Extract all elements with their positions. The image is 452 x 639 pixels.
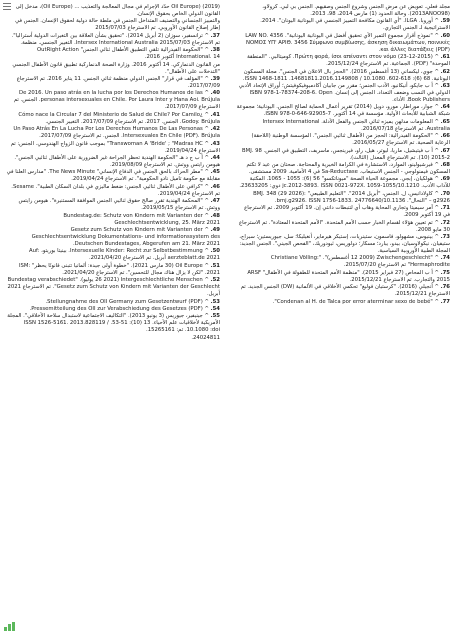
reference-text[interactable]: ^ أنجيلي (2016). "كرستيان فوليغ" تحكمي الأخلاقي في الألمانية (DW) الجنس الجديد. تم الاسترجاع 2015/12/21. bbox=[240, 284, 450, 298]
reference-entry bbox=[6, 18, 220, 32]
reference-number: 71. bbox=[440, 205, 450, 212]
reference-entry bbox=[236, 33, 450, 54]
reference-entry bbox=[6, 213, 220, 227]
reference-number: 63. bbox=[440, 83, 450, 89]
reference-text[interactable]: ^ أ ب ج د هـ "الحكومة الهندية تحظر الجراحة غير الضرورية على الأطفال ثنائيي الجنس". هيومن رايتس ووتش. تم الاسترجاع 2019/08/09. bbox=[14, 154, 220, 168]
reference-number: 64. bbox=[440, 104, 450, 111]
reference-text[interactable]: ^ فيرشيولينو، الموارد، الاستشارة في الكرامة الخيرية والمحتاجة. صحتان من عيد لا تكتم المسكون فيمنولوجي - الجنس الاستيعاب. Sa-Reductase في 4 الأمامية. 2009 مستشفى. bbox=[246, 162, 450, 176]
reference-entry bbox=[6, 155, 220, 169]
reference-text[interactable]: ^ جينيفير، جيوريس (3 يونيو 2013). "التكاليف الاجتماعية لاستبدال سلاحة الأخلاقي". المجلة الأمريكية لأخلاقيات علم الأحياء. 13 (10): 51-53. ISSN 1526-5161. 2013.828119 / 10.1080 :doi. تم: 15265161. bbox=[7, 313, 220, 334]
reference-text[interactable]: ^ المعلومات مدلهن يميزه ثنائي الجنس والفعل الأدلة. Intersex International Australia. تم الاسترجاع 2016/07/18. bbox=[262, 118, 450, 132]
reference-number: 37. bbox=[210, 32, 220, 39]
reference-entry bbox=[6, 277, 220, 298]
reference-entry bbox=[236, 284, 450, 298]
reference-number: 54. bbox=[210, 305, 220, 312]
reference-text[interactable]: ^ جوار، موراطار، مورو، دويل (2014) تقرير أعمال الحماية لصالح الجنس. اليونانية؛ مجموعة شبكة الشبابية للأبحاث الأولية. مؤسسة في 14 أكتوبر. ISBN 978-0-646-92905-7. bbox=[236, 104, 450, 118]
reference-text[interactable]: ^ Πρώτη φορά, ίσοι απέναντι στον νόμο (23-12-2015). كوميتالبي. "المنطقة الموحدة" (PDF). الجماعية. تم الاسترجاع 2015/12/24. bbox=[247, 54, 450, 68]
reference-text[interactable]: ^ "كرافي على الأطفال ثنائيي الجنس: ضغط ماليزي في بلدان السكان الطبية". Sesame. تم الاسترجاع 2019/04/24. bbox=[11, 183, 220, 197]
reference-entry bbox=[6, 198, 220, 212]
reference-number: 70. bbox=[440, 190, 450, 197]
reference-number: 42. bbox=[210, 126, 220, 133]
reference-number: 62. bbox=[440, 68, 450, 75]
reference-entry bbox=[236, 176, 450, 190]
reference-text[interactable]: ^ ترانسفير، سوزان (2 أبريل 2014). "تحقيق بشأن العلاقة بين التغيرات الدولية أستراليا". تم الاسترجاع 2015/07/03 Intersex International Australia. التغيير الجنسي. منظمة. bbox=[11, 32, 220, 46]
reference-entry bbox=[6, 299, 220, 306]
reference-number: 60. bbox=[440, 32, 450, 39]
reference-entry bbox=[6, 227, 220, 248]
reference-number: 53. bbox=[210, 298, 220, 305]
reference-entry bbox=[236, 255, 450, 269]
reference-number: 67. bbox=[440, 147, 450, 154]
reference-text[interactable]: ^ De 2016. Un paso atrás en la lucha por los Derechos Humanos de las personas intersexuales en Chile. Por Laura Inter y Hana Aoi. Brújula. الجنس. تم الاسترجاع 2017/07/09. bbox=[13, 90, 220, 111]
reference-text[interactable]: ^ "مطر الحراك بالحق الجنس في الدفاع الإنساني" The News Minute. "مدارس العلنا في مقابلة مع حكومة تاميل نادو الحكومية". تم الاسترجاع 2019/04/24. bbox=[6, 169, 220, 183]
reference-entry bbox=[236, 148, 450, 162]
reference-number: 69. bbox=[440, 176, 450, 183]
reference-entry bbox=[236, 119, 450, 133]
reference-entry bbox=[236, 69, 450, 83]
references-column-left bbox=[6, 4, 220, 616]
reference-text[interactable]: Oil Europe) (2019) حدّد الإجرام في مجال المعالجة والتعذيب ... (Oil Europe)، مدخل إلى القانون الدولي الخاص بحقوق الإنسان. bbox=[15, 4, 220, 18]
reference-number: 75. bbox=[440, 269, 450, 276]
reference-number: 49. bbox=[210, 226, 220, 233]
reference-text[interactable]: ^ Stellungnahme des OII Germany zum Gesetzentwurf (PDF). bbox=[45, 298, 209, 305]
reference-entry bbox=[236, 234, 450, 255]
logo-icon bbox=[4, 622, 16, 631]
reference-text[interactable]: ^ بينيوس، مشهولو، فاسمون، ستينريات، إستيكر هيرماير، أنغيليكا؛ سل، جيوريستين؛ سيراج، ستيفيان، نيكولاوسيان، بيدو، يبارد؛ مسكار؛ دولوريس، ثيودوريك، "الفحص الجيني". الجنس الجديد: المجلة الطبية الأوروبية السياسية. bbox=[239, 233, 450, 255]
reference-number: 76. bbox=[440, 284, 450, 291]
reference-number: 50. bbox=[210, 248, 220, 255]
reference-text[interactable]: والتمييز الجنساني والتصنيف المتداخل الجنس في ملطة حالة دولية لحقوق الإنسان. الجنس في إطار إصلاح القانون الأوروبي. تم الاسترجاع 2015/07/03 bbox=[15, 18, 220, 32]
reference-entry bbox=[6, 126, 220, 140]
reference-entry bbox=[6, 4, 220, 18]
reference-text[interactable]: ^ Intergeschlechtliche Menschen (26 2021 يوليو). "Bundestag verabschiedet Gesetz zum Schutz von Kindern mit Varianten der Geschlecht". تم الاسترجاع 2021 أبريل. bbox=[7, 277, 220, 298]
reference-text[interactable]: ^ أ ب فيتيشيل، ماريا، ليوتر، هيل، راو، فيرينجس، ماسريف، التطبيق في الجنس. BMJ. 98 (10) 2015-2. تم الاسترجاع المعدل (الثالث). bbox=[242, 147, 450, 161]
reference-number: 61. bbox=[440, 54, 450, 61]
reference-entry bbox=[6, 184, 220, 198]
reference-number: 66. bbox=[440, 133, 450, 140]
reference-number: 68. bbox=[440, 162, 450, 168]
reference-entry bbox=[236, 104, 450, 118]
reference-text[interactable]: ^ "نموذج أقرار مجموع التمير الأي تحقيق أفضل في اليونانية اليونانية". LAW NO. 4356 ΝΟΜΟΣ ΥΠ' ΑΡΙΘ. 3456 Σύμφωνο συμβίωσης, άσκηση δικαιωμάτων, ποινικές και άλλες διατάξεις (PDF). bbox=[245, 32, 450, 53]
reference-number: 59. bbox=[440, 18, 450, 25]
reference-entry bbox=[236, 133, 450, 147]
reference-text[interactable]: ^ Gesetz zum Schutz von Kindern mit Varianten der Geschlechtsentwicklung Dokumentations- und informationssystem des Deutschen Bundestages, Abgerufen am 21. März 2021. bbox=[31, 226, 220, 247]
reference-number: 52. bbox=[210, 277, 220, 284]
reference-text[interactable]: 24024811. bbox=[191, 334, 220, 341]
reference-text[interactable]: ^ "المؤلف في قرار" الجنس الدولي منظمة ثنائي الجنس. 11 يناير 2016. تم الاسترجاع 2017/07/09. bbox=[16, 75, 220, 89]
reference-number: 41. bbox=[210, 111, 220, 118]
reference-text[interactable]: ^ هولكيان، إبجي. مجموعة الحياة الصحة "ميوناتكسو" 56 (6): 1055 - 1065. المكتبة للآداب الأدب. 10.1210/jc.2012-3893. ISSN 0021-972X. 1059-1055 دوي: 23633205. bbox=[239, 176, 450, 190]
reference-entry bbox=[236, 18, 450, 32]
reference-text[interactable]: ^ Bundestag.de: Schutz von Kindern mit Varianten der Geschlechtsentwicklung, 25. März 2021 bbox=[63, 212, 220, 226]
reference-entry bbox=[6, 62, 220, 76]
reference-entry bbox=[6, 112, 220, 126]
reference-number: 65. bbox=[440, 118, 450, 125]
reference-text[interactable]: من القانون الدنماركي. 14 أكتوبر 2016. وزارة الصحة الدنماركية تطبيق قانون الأطفال الجنسي "التدخلات على الأطفال". bbox=[12, 61, 220, 75]
reference-number: 48. bbox=[210, 212, 220, 219]
reference-entry bbox=[236, 83, 450, 104]
reference-text[interactable]: ^ أ ب جايكو، أنيكانيو، الأدب الجنس؛ مقرر من جابيان أكادميوفيكوفيتش؛ أوراق الإتحاد الأدبي الدولي في النسب وضعف التعداد. الجنس إلى إنسان. ISBN 978-1-78374-208-6. Open Book Publishers. الأداء. bbox=[238, 83, 450, 104]
reference-number: 38. bbox=[210, 47, 220, 54]
reference-text[interactable]: ^ آمر سيميتا وتجاري المحاية وهاب أي لتنبطات دانتي إن. 19 أكتوبر 2009. تم الاسترجاع في 19 أكتوبر 2009. bbox=[244, 205, 450, 219]
reference-number: 44. bbox=[210, 154, 220, 161]
reference-entry bbox=[236, 220, 450, 234]
reference-text[interactable]: ^ "الحكومة الفيدرالية: الحجز من الأطفال ثنائيي الجنس". المؤسسة الوطنية (اللاحقة) الرعاية الصحية. تم الاسترجاع 2016/05/27. bbox=[251, 133, 450, 147]
reference-number: 77. bbox=[440, 298, 450, 305]
reference-number: 39. bbox=[210, 75, 220, 82]
reference-text[interactable]: ^ Transwoman A 'Bride' ; "Madras HC" بموجب قانون الزواج الهندوسي. الجنس: تم الاسترجاع 2019/04/24. bbox=[10, 140, 220, 154]
reference-text[interactable]: ^ ¿Cómo nace la Circular 7 del Ministerio de Salud de Chile? Por Camilo Godoy. Brújula. الجنس. 2017. تم الاسترجاع 2017/07/09. التغيير الجنسي. bbox=[18, 111, 220, 125]
reference-text[interactable]: ^ Un Paso Atrás En La Lucha Por Los Derechos Humanos De Las Personas Intersexuales En Chile (PDF). Brújula. الجنس. تم الاسترجاع 2017/07/09. bbox=[13, 126, 220, 140]
reference-entry bbox=[236, 191, 450, 205]
reference-entry bbox=[6, 76, 220, 90]
reference-number: 55. bbox=[210, 313, 220, 320]
reference-text[interactable]: ^ كاولادانيس، ل. الجنس، "أبريل 2014". "التعليم الطبيعي" BMJ. 348 (29 2026): g2926 – "النحال". 10.1136/bmj.g2926. ISSN 1756-1833. 24776640. bbox=[253, 190, 450, 204]
reference-number: 51. bbox=[210, 262, 220, 269]
reference-number: 72. bbox=[440, 219, 450, 226]
reference-number: 73. bbox=[440, 233, 450, 240]
reference-text[interactable]: ^ أ ب المحاص (27 فبراير 2015). "منظمة الأمم المتحدة للطفولة في الأطفال" ARSF 2015 والتجارب. تم الاسترجاع 2015/12/21. bbox=[247, 269, 450, 283]
reference-number: 74. bbox=[440, 255, 450, 262]
reference-number: 45. bbox=[210, 169, 220, 176]
reference-entry bbox=[6, 33, 220, 47]
reference-number: 47. bbox=[210, 198, 220, 205]
reference-entry bbox=[236, 205, 450, 219]
reference-number: 43. bbox=[210, 140, 220, 147]
reference-text[interactable]: ^ "Zwischengeschlecht (12 2009 أغسطس)". "Christiane Völling: Hermaphrodite" تم الاسترجاع 2015/07/20. bbox=[270, 255, 450, 269]
reference-entry bbox=[6, 47, 220, 61]
references-column-right bbox=[236, 4, 450, 616]
reference-text[interactable]: ^ أوروبا. ILGA. "أي القانون مكافحة التمييز الجنسي في اليونانية اليونان". 2014. الاستراتيجية لـ الجنس التجاري. bbox=[260, 18, 450, 32]
reference-number: 46. bbox=[210, 183, 220, 190]
reference-number: 40. bbox=[210, 90, 220, 97]
reference-text[interactable]: ^ جوي، ليكساني (13 أغسطس 2016). "الحجز بال الاعلان في الجنس". مجلة المسكون اليونانية. 68 (6): 618-602. 10.1080 / 14681811.2016.1149808. ISSN 1468-1811. bbox=[242, 68, 450, 82]
reference-entry bbox=[6, 313, 220, 334]
reference-entry bbox=[6, 335, 220, 342]
reference-entry bbox=[236, 4, 450, 18]
reference-text[interactable]: ^ Oil Europe (30 مارس 2021). "خطوة أولى جيدة: ألمانيا تتبنى قانونًا يحظر" ISM: 2021. "لكن لا يزال هناك مجال للتحسين". تم الاسترجاع 2021/04/20. bbox=[19, 262, 220, 276]
reference-entry bbox=[6, 90, 220, 111]
reference-text[interactable]: ^ "الحكومة الفيدرالية تلقي التطبيق الأطفال ثنائي الجنس" OutRight Action International. 14 أكتوبر 2016. bbox=[36, 47, 220, 61]
reference-entry bbox=[236, 270, 450, 284]
reference-text[interactable]: ^ Pressemitteilung des OII zur Verabschiedung des Gesetzes (PDF). bbox=[29, 305, 209, 312]
reference-entry bbox=[236, 54, 450, 68]
reference-text[interactable]: مجلد فعلي. تعويض عن مرض الجنس وشروع الجنس وصقيهم. الجنس بي لبي. كرولاو، (2013ANOO98). وحالة الحدود (1) مارس 2014، 98، 2013. bbox=[262, 4, 450, 18]
reference-entry bbox=[6, 169, 220, 183]
reference-entry bbox=[236, 299, 450, 306]
reference-text[interactable]: ^ "المحكمة الهندية تقرر صالح حقوق ثنائيي الجنس الموافقة المستنيرة". هيومن رايتس ووتش. تم الاسترجاع 2019/05/15. bbox=[18, 198, 220, 212]
reference-entry bbox=[6, 248, 220, 262]
reference-entry bbox=[6, 263, 220, 277]
reference-entry bbox=[236, 162, 450, 176]
reference-text[interactable]: ^ تم تعيين هؤلاء لقسام الخبار حسب الأمم المتحدة. "الأمم المتحدة المعتادة". تم الاسترجاع 30 مايو 2008. bbox=[238, 219, 450, 233]
reference-text[interactable]: ^ "Condenan al H. de Talca por error aterminar sexo de bebé". bbox=[272, 298, 439, 305]
reference-entry bbox=[6, 141, 220, 155]
reference-text[interactable]: ^ Intersexuelle Kinder: Recht zur Selbstbestimmung. بينيتا بوريتو، Auf: aerzteblatt.de 2021 أبريل. تم الاسترجاع 2021/04/20. bbox=[29, 248, 220, 262]
reference-entry bbox=[6, 306, 220, 313]
